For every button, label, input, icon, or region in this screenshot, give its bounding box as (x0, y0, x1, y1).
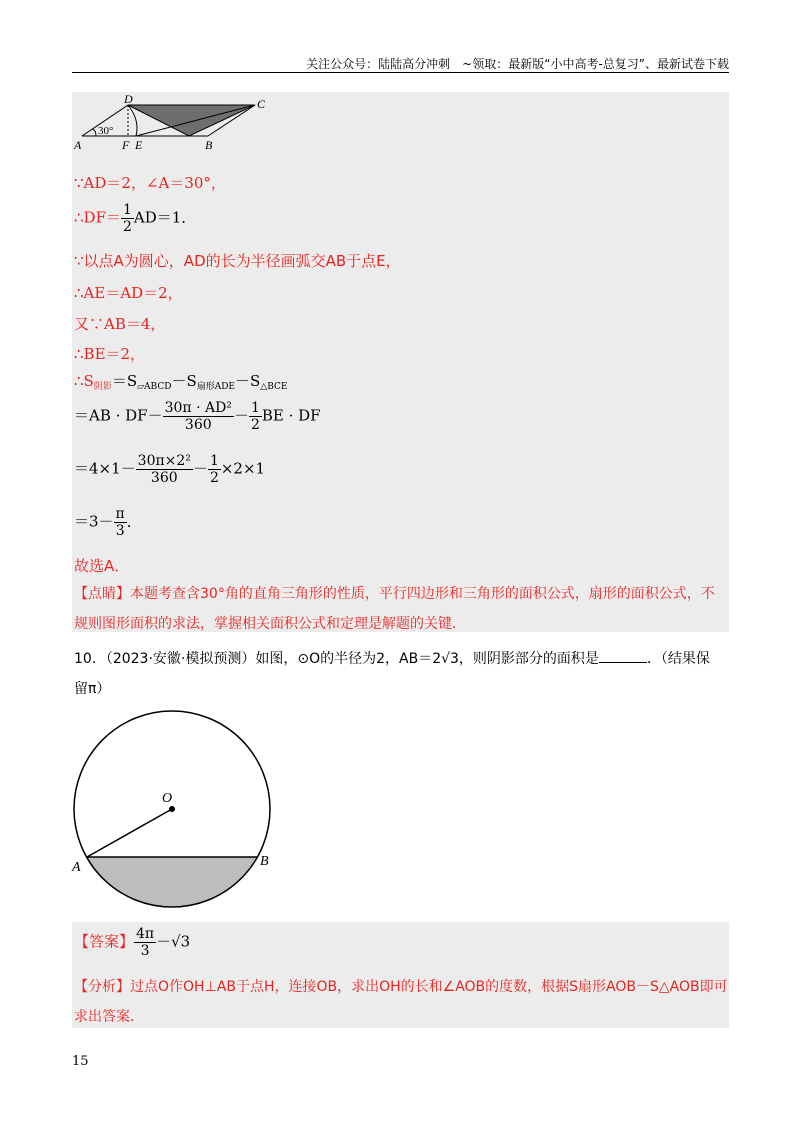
label-d: D (124, 94, 133, 106)
label-a2: A (72, 860, 81, 875)
sol-line-12: 【点睛】本题考查含30°角的直角三角形的性质，平行四边形和三角形的面积公式，扇形的面积公式，不 (74, 586, 715, 602)
sol-line-1: ∵AD＝2，∠A＝30°， (74, 174, 226, 192)
question-10-cont: 留π） (74, 681, 111, 697)
sol-line-7: $\therefore S_{阴影}=S_{▱ABCD}-S_{扇形ADE}-S_{\triangle BCE}$ (74, 372, 288, 392)
header-rule (72, 72, 729, 73)
sol-line-4: ∴AE＝AD＝2， (74, 284, 183, 302)
parallelogram-figure (72, 94, 272, 154)
radius-oa (87, 809, 172, 857)
circle-figure (68, 710, 298, 910)
angle-label: 30° (98, 125, 114, 137)
question-10: 10．（2023·安徽·模拟预测）如图，⊙O的半径为2，AB＝2√3，则阴影部分的面积是 ．（结果保 (74, 651, 710, 667)
sol-line-11: 故选A． (74, 557, 130, 575)
sol-line-5: 又∵AB＝4， (74, 315, 166, 333)
label-a: A (74, 138, 82, 152)
sol-line-2: ∴DF＝ $\frac{1}{2}$ AD＝1． (74, 202, 197, 236)
label-b2: B (260, 854, 269, 869)
analysis-line-2: 求出答案． (74, 1009, 144, 1025)
sol-line-6: ∴BE＝2， (74, 345, 146, 363)
sol-line-10: ＝3－ $\frac{\pi}{3}$ ． (74, 506, 142, 540)
center-dot (169, 806, 175, 812)
label-b: B (205, 138, 213, 152)
analysis-line-1: 【分析】过点O作OH⊥AB于点H，连接OB，求出OH的长和∠AOB的度数，根据S扇形AOB－S△AOB即可 (74, 979, 728, 995)
label-e: E (135, 138, 143, 152)
sol-line-9: ＝4×1－ $\frac{\text{30π×2²}}{360}$ － $\frac{1}{2}$ ×2×1 (74, 453, 266, 487)
label-c: C (257, 97, 266, 111)
sol-line-8: ＝AB · DF－ $\frac{\text{30π · AD²}}{360}$ － $\frac{1}{2}$ BE · DF (74, 400, 321, 434)
sol-line-13: 规则图形面积的求法，掌握相关面积公式和定理是解题的关键． (74, 616, 466, 632)
angle-arc (92, 129, 96, 136)
label-f: F (122, 138, 130, 152)
answer-blank (599, 662, 647, 663)
page-header: 关注公众号：陆陆高分冲刺 ~领取：最新版“小中高考-总复习”、最新试卷下载 (306, 57, 729, 71)
arc-de (128, 105, 137, 136)
sol-line-3: ∵以点A为圆心，AD的长为半径画弧交AB于点E， (74, 252, 401, 270)
answer-line: 【答案】 $\frac{4\pi}{3}$ －√3 (74, 926, 191, 960)
page-number: 15 (72, 1054, 89, 1069)
label-o: O (162, 791, 173, 806)
